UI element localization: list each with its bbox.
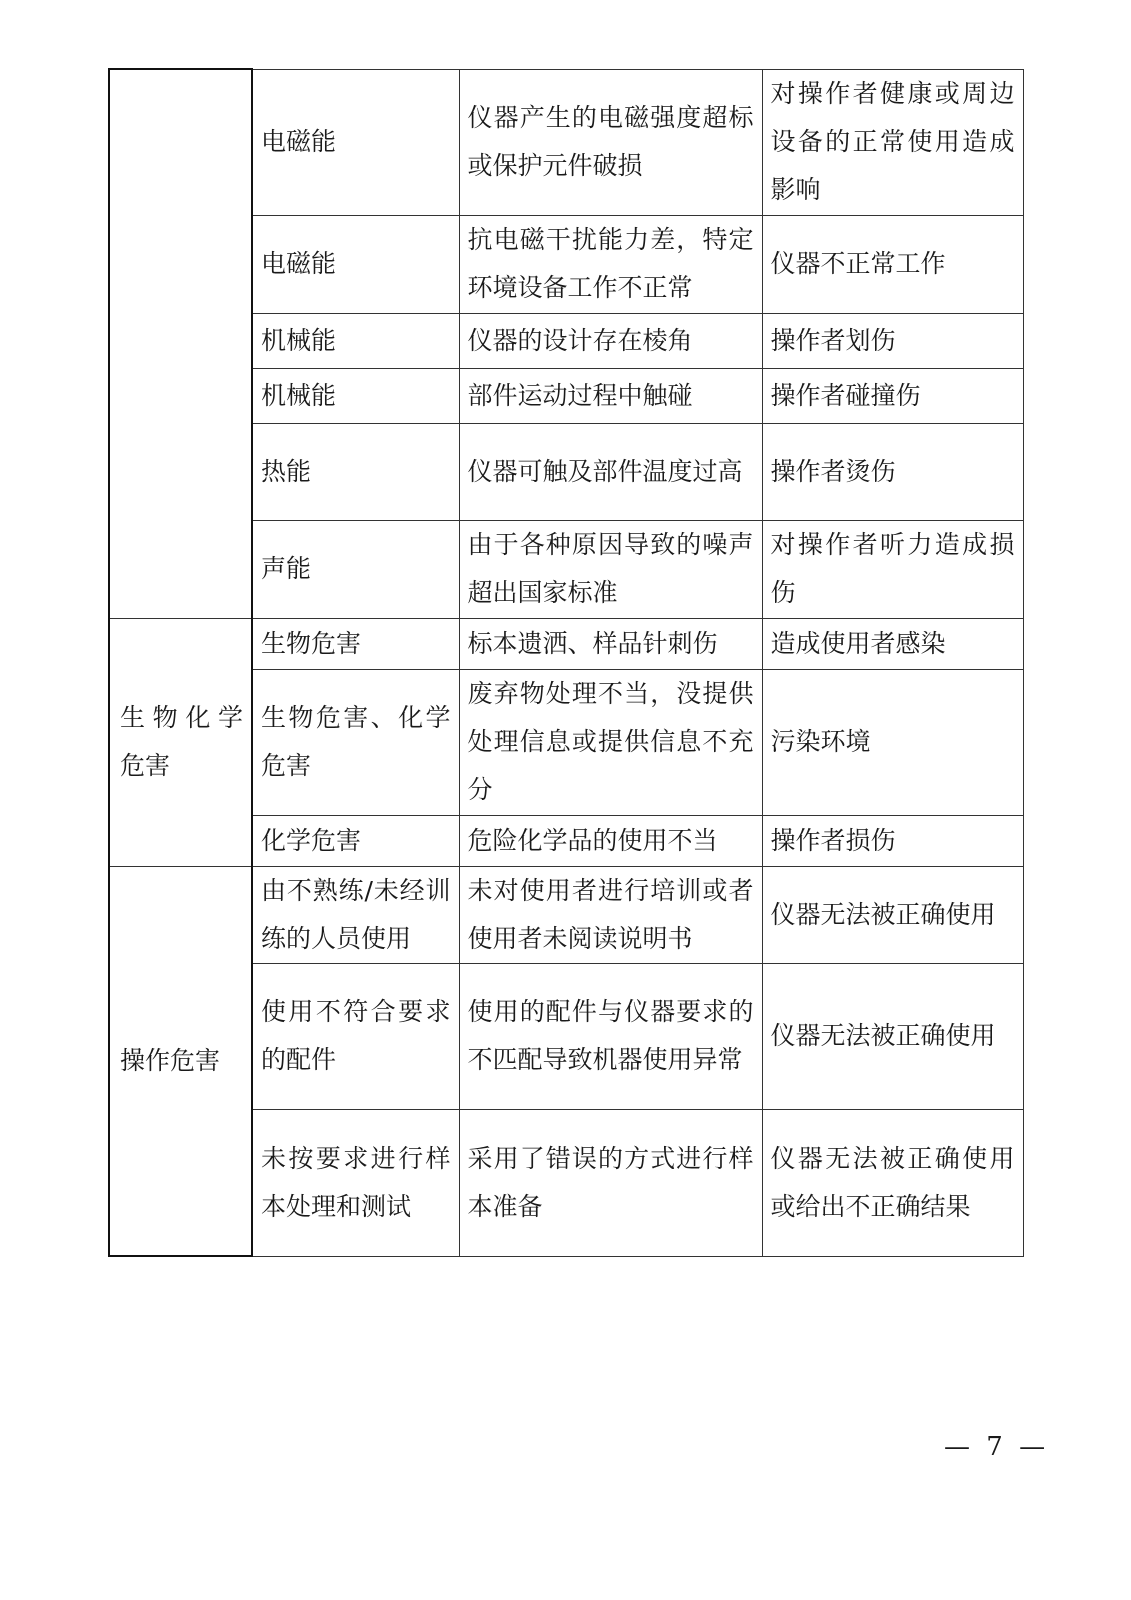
cause-cell: 抗电磁干扰能力差，特定环境设备工作不正常 xyxy=(459,215,762,313)
cause-cell: 使用的配件与仪器要求的不匹配导致机器使用异常 xyxy=(459,963,762,1109)
hazard-cell: 使用不符合要求的配件 xyxy=(252,963,459,1109)
consequence-cell: 污染环境 xyxy=(762,669,1023,815)
consequence-cell: 仪器不正常工作 xyxy=(762,215,1023,313)
cause-cell: 仪器产生的电磁强度超标或保护元件破损 xyxy=(459,69,762,215)
table-row xyxy=(109,69,1023,215)
consequence-cell: 操作者烫伤 xyxy=(762,423,1023,520)
category-cell: 生物化学危害 xyxy=(109,618,252,866)
table-row xyxy=(109,618,1023,669)
hazard-cell: 机械能 xyxy=(252,313,459,368)
cause-cell: 采用了错误的方式进行样本准备 xyxy=(459,1109,762,1256)
hazard-cell: 热能 xyxy=(252,423,459,520)
consequence-cell: 操作者碰撞伤 xyxy=(762,368,1023,423)
cause-cell: 由于各种原因导致的噪声超出国家标准 xyxy=(459,520,762,618)
hazard-table xyxy=(108,68,1024,1257)
hazard-cell: 化学危害 xyxy=(252,815,459,866)
hazard-cell: 电磁能 xyxy=(252,215,459,313)
cause-cell: 废弃物处理不当，没提供处理信息或提供信息不充分 xyxy=(459,669,762,815)
category-cell: 操作危害 xyxy=(109,866,252,1256)
consequence-cell: 仪器无法被正确使用 xyxy=(762,866,1023,963)
hazard-cell: 机械能 xyxy=(252,368,459,423)
hazard-cell: 由不熟练/未经训练的人员使用 xyxy=(252,866,459,963)
consequence-cell: 操作者损伤 xyxy=(762,815,1023,866)
cause-cell: 仪器的设计存在棱角 xyxy=(459,313,762,368)
cause-cell: 未对使用者进行培训或者使用者未阅读说明书 xyxy=(459,866,762,963)
hazard-cell: 生物危害 xyxy=(252,618,459,669)
consequence-cell: 仪器无法被正确使用 xyxy=(762,963,1023,1109)
cause-cell: 部件运动过程中触碰 xyxy=(459,368,762,423)
hazard-cell: 声能 xyxy=(252,520,459,618)
hazard-cell: 电磁能 xyxy=(252,69,459,215)
page-number: — 7 — xyxy=(944,1432,1050,1462)
category-cell xyxy=(109,69,252,618)
consequence-cell: 操作者划伤 xyxy=(762,313,1023,368)
consequence-cell: 仪器无法被正确使用或给出不正确结果 xyxy=(762,1109,1023,1256)
table-row xyxy=(109,866,1023,963)
cause-cell: 标本遗洒、样品针刺伤 xyxy=(459,618,762,669)
cause-cell: 危险化学品的使用不当 xyxy=(459,815,762,866)
hazard-cell: 未按要求进行样本处理和测试 xyxy=(252,1109,459,1256)
consequence-cell: 对操作者听力造成损伤 xyxy=(762,520,1023,618)
consequence-cell: 造成使用者感染 xyxy=(762,618,1023,669)
hazard-cell: 生物危害、化学危害 xyxy=(252,669,459,815)
cause-cell: 仪器可触及部件温度过高 xyxy=(459,423,762,520)
consequence-cell: 对操作者健康或周边设备的正常使用造成影响 xyxy=(762,69,1023,215)
